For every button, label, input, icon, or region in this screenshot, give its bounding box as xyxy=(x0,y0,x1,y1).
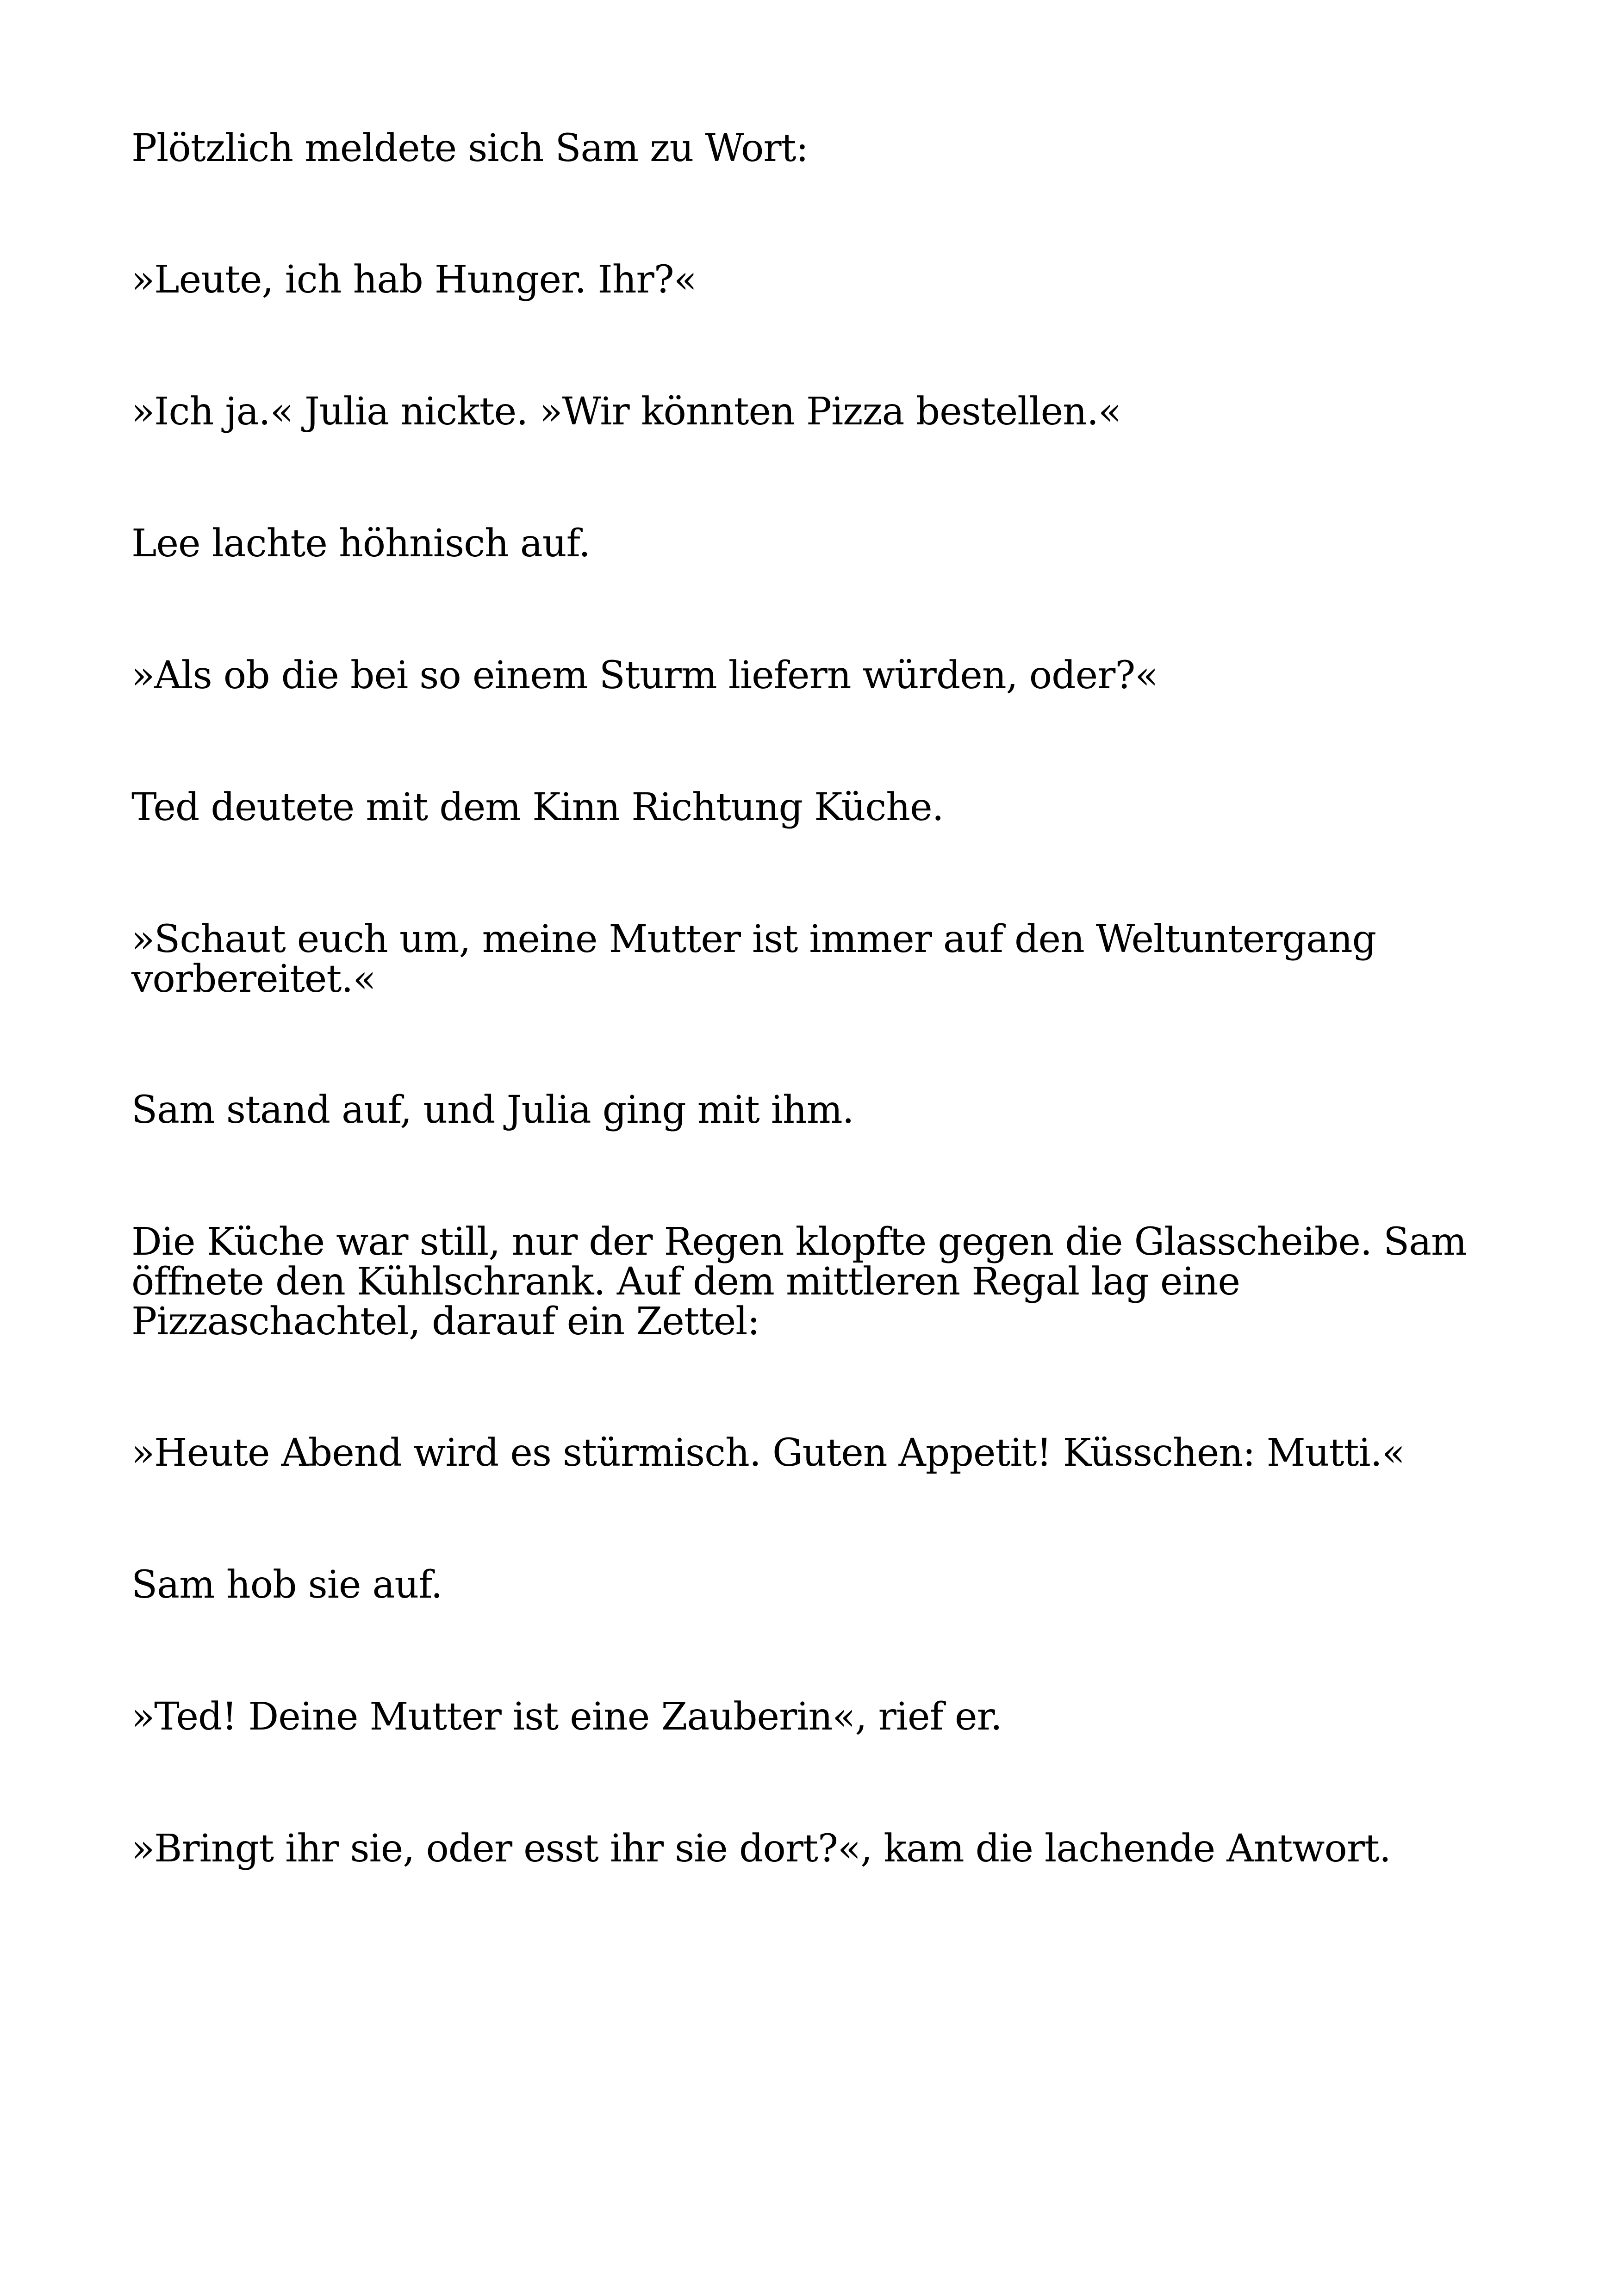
paragraph: »Als ob die bei so einem Sturm liefern würden, oder?« xyxy=(131,653,1158,697)
paragraph: »Ich ja.« Julia nickte. »Wir könnten Pizza bestellen.« xyxy=(131,390,1121,434)
paragraph: Die Küche war still, nur der Regen klopfte gegen die Glasscheibe. Sam öffnete den Kühlschrank. Auf dem mittleren Regal lag eine Pizzaschachtel, darauf ein Zettel: xyxy=(131,1220,1467,1344)
paragraph: Ted deutete mit dem Kinn Richtung Küche. xyxy=(131,785,944,829)
paragraph: »Ted! Deine Mutter ist eine Zauberin«, rief er. xyxy=(131,1695,1002,1739)
paragraph: Sam stand auf, und Julia ging mit ihm. xyxy=(131,1088,854,1132)
paragraph: Plötzlich meldete sich Sam zu Wort: xyxy=(131,126,809,170)
paragraph: »Schaut euch um, meine Mutter ist immer auf den Weltuntergang vorbereitet.« xyxy=(131,917,1376,1001)
paragraph: »Bringt ihr sie, oder esst ihr sie dort?«, kam die lachende Antwort. xyxy=(131,1827,1391,1871)
paragraph: Lee lachte höhnisch auf. xyxy=(131,522,591,566)
paragraph: Sam hob sie auf. xyxy=(131,1563,442,1607)
paragraph: »Heute Abend wird es stürmisch. Guten Appetit! Küsschen: Mutti.« xyxy=(131,1431,1405,1475)
paragraph: »Leute, ich hab Hunger. Ihr?« xyxy=(131,258,697,302)
